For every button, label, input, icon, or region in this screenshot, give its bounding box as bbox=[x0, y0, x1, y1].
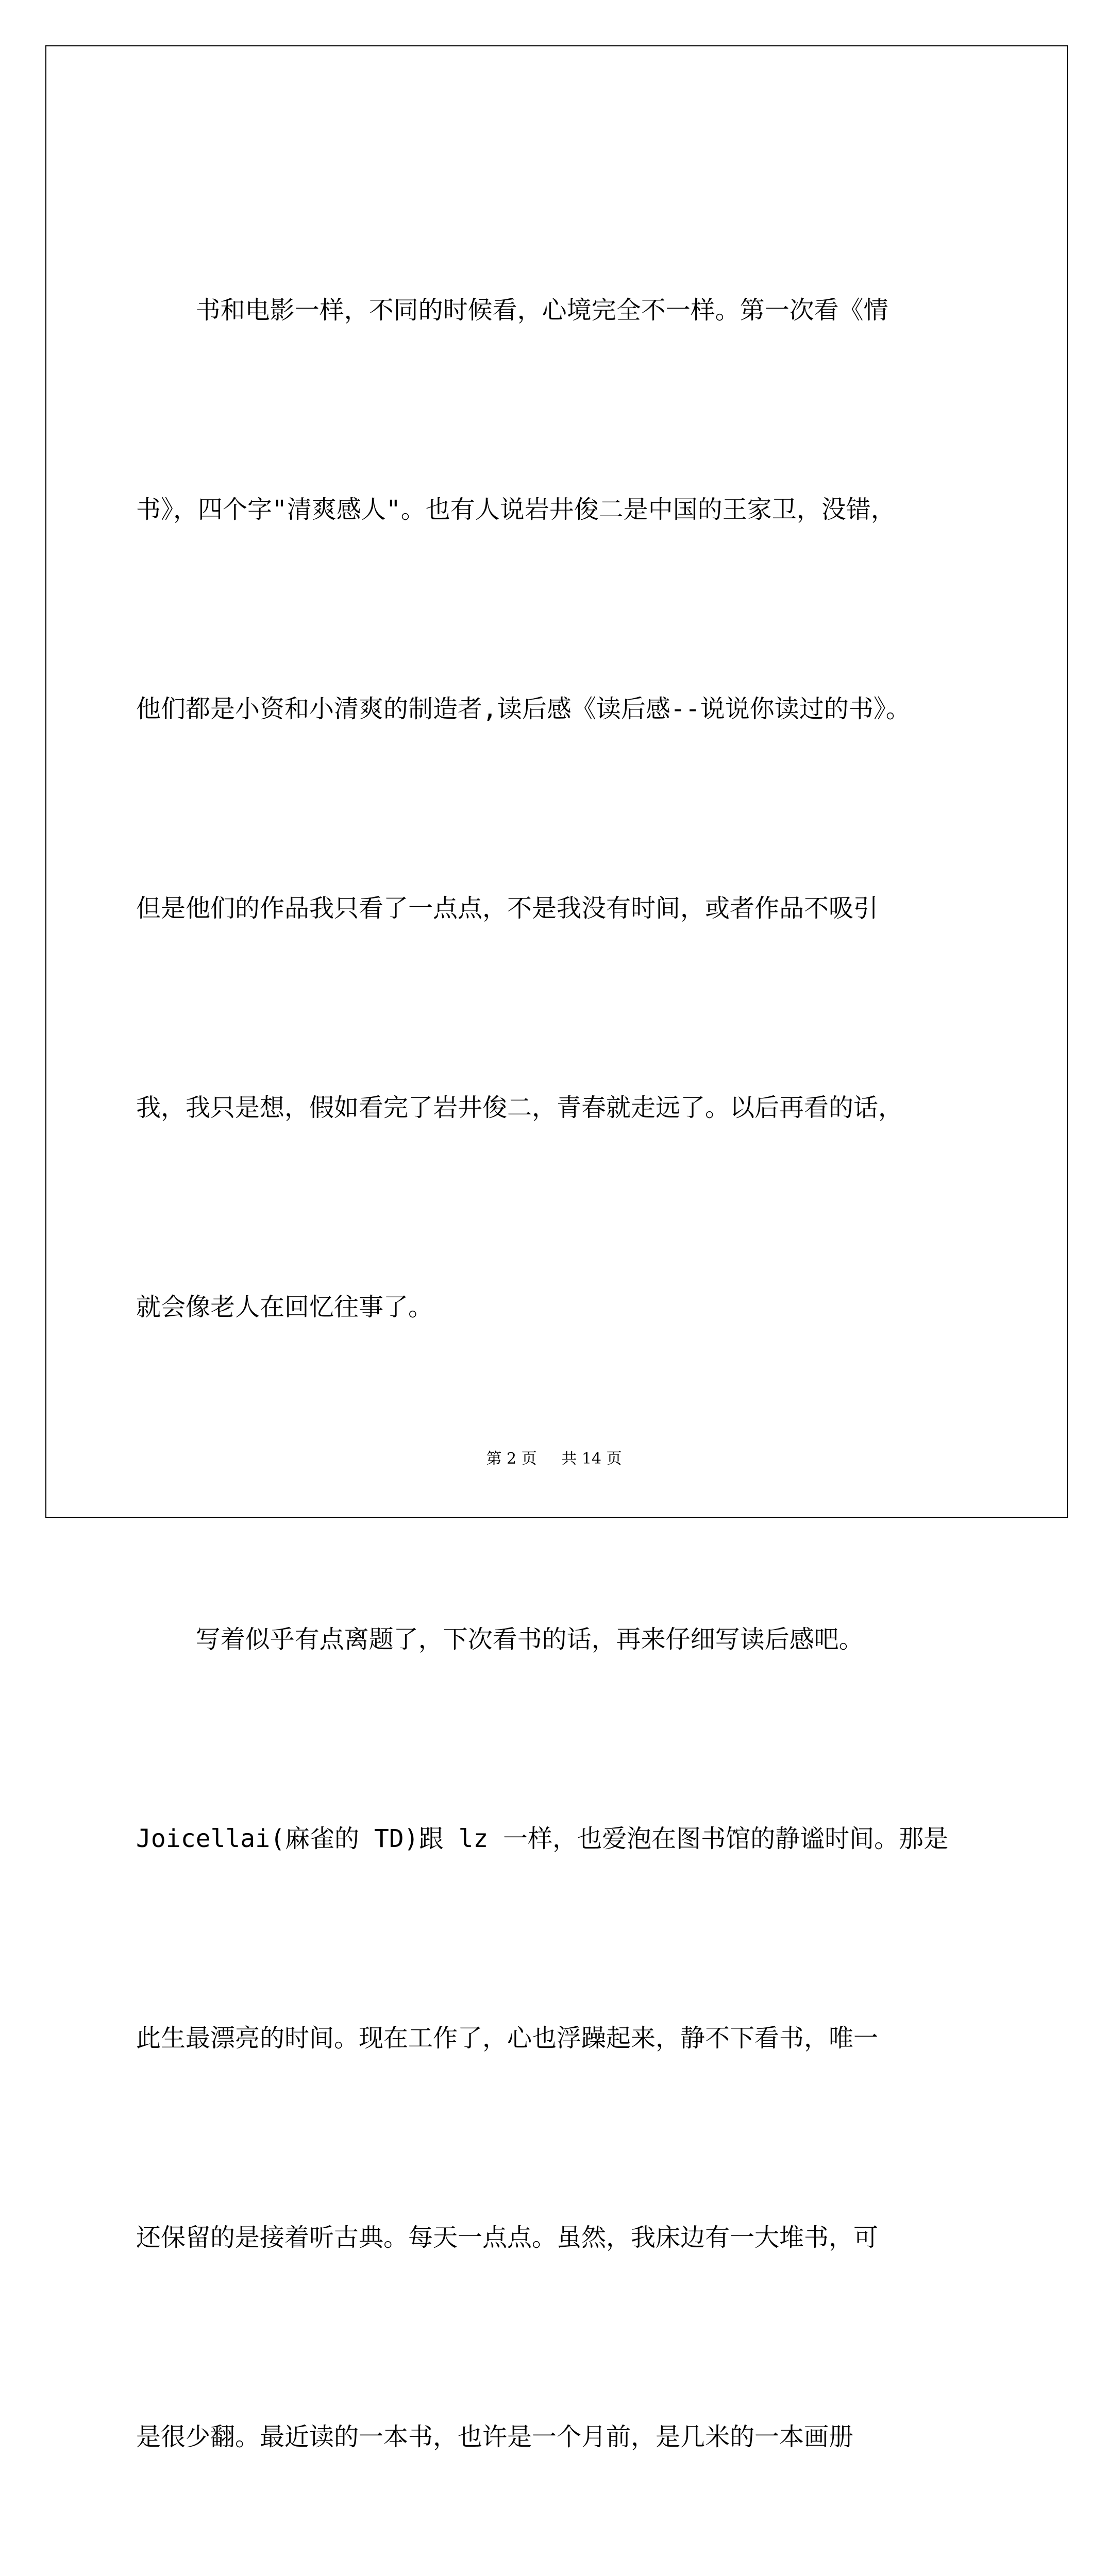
page-footer bbox=[0, 1446, 1108, 1468]
text-line: 他们都是小资和小清爽的制造者,读后感《读后感--说说你读过的书》。 bbox=[136, 694, 911, 723]
text-line: 写着似乎有点离题了，下次看书的话，再来仔细写读后感吧。 bbox=[136, 1625, 864, 1654]
text-line: Joicellai(麻雀的 TD)跟 lz 一样，也爱泡在图书馆的静谧时间。那是 bbox=[136, 1824, 949, 1853]
text-line: 书》，四个字"清爽感人"。也有人说岩井俊二是中国的王家卫，没错， bbox=[136, 495, 896, 524]
paragraph-1 bbox=[136, 144, 1012, 1473]
text-line: 是很少翻。最近读的一本书，也许是一个月前，是几米的一本画册 bbox=[136, 2422, 854, 2451]
text-line: 但是他们的作品我只看了一点点，不是我没有时间，或者作品不吸引 bbox=[136, 894, 879, 923]
page-number: 第 2 页 bbox=[486, 1450, 537, 1468]
text-line: 还保留的是接着听古典。每天一点点。虽然，我床边有一大堆书，可 bbox=[136, 2223, 879, 2252]
text-line: 就会像老人在回忆往事了。 bbox=[136, 1293, 433, 1321]
text-line: 我，我只是想，假如看完了岩井俊二，青春就走远了。以后再看的话， bbox=[136, 1093, 903, 1122]
text-line: 此生最漂亮的时间。现在工作了，心也浮躁起来，静不下看书，唯一 bbox=[136, 2024, 879, 2053]
page-total: 共 14 页 bbox=[561, 1450, 622, 1468]
text-line: 书和电影一样，不同的时候看，心境完全不一样。第一次看《情 bbox=[136, 296, 888, 325]
paragraph-2 bbox=[136, 1473, 1012, 2576]
document-body bbox=[136, 144, 1012, 2576]
